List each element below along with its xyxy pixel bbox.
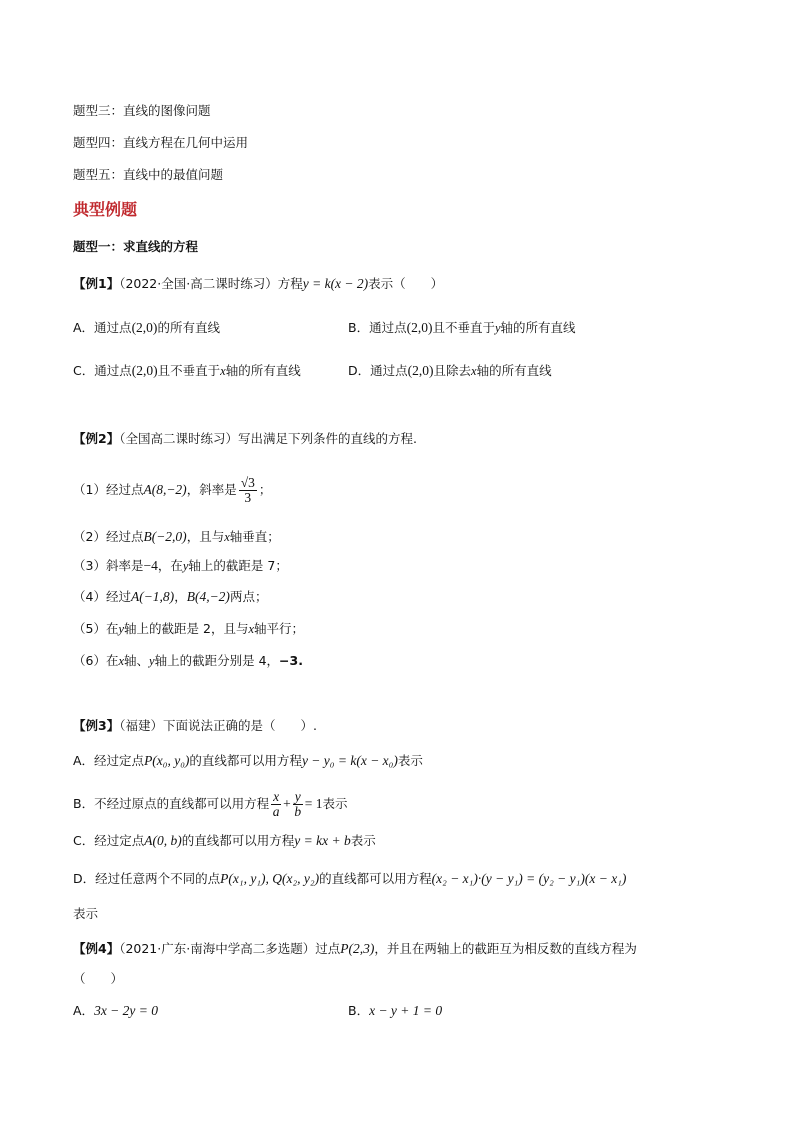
- stem-tail: 表示（ ）: [368, 276, 444, 291]
- example-3-option-d: D．经过任意两个不同的点P(x₁, y₁), Q(x₂, y₂)的直线都可以用方程(x₂ − x₁)·(y − y₁) = (y₂ − y₁)(x − x₁): [73, 871, 627, 886]
- example-3-option-c: C．经过定点A(0, b)的直线都可以用方程y = kx + b表示: [73, 833, 376, 848]
- example-1-option-c: C．通过点(2,0)且不垂直于x轴的所有直线: [73, 363, 301, 378]
- example-4-option-b: B．x − y + 1 = 0: [348, 1003, 443, 1018]
- example-label: 【例1】: [73, 276, 120, 291]
- example-1-option-a: A．通过点(2,0)的所有直线: [73, 320, 220, 335]
- type1-heading: 题型一：求直线的方程: [73, 239, 199, 254]
- example-4-paren: （ ）: [73, 971, 124, 986]
- fraction-x-over-a: $\frac{x}{a}$: [272, 789, 280, 819]
- type3-line: 题型三：直线的图像问题: [73, 103, 211, 118]
- example-4-stem: 【例4】（2021·广东·南海中学高二多选题）过点P(2,3)，并且在两轴上的截距互为相反数的直线方程为: [73, 941, 637, 956]
- example-3-stem: 【例3】（福建）下面说法正确的是（ ）.: [73, 718, 317, 733]
- example-2-item-4: （4）经过A(−1,8)，B(4,−2)两点；: [73, 589, 268, 604]
- equation: y = k(x − 2): [302, 276, 369, 291]
- example-2-item-6: （6）在x轴、y轴上的截距分别是 4，−3.: [73, 653, 303, 668]
- section-title: 典型例题: [73, 200, 138, 219]
- example-2-stem: 【例2】（全国高二课时练习）写出满足下列条件的直线的方程.: [73, 431, 417, 446]
- example-1-option-b: B．通过点(2,0)且不垂直于y轴的所有直线: [348, 320, 576, 335]
- fraction-y-over-b: $\frac{y}{b}$: [294, 789, 302, 819]
- example-1-option-d: D．通过点(2,0)且除去x轴的所有直线: [348, 363, 552, 378]
- type5-line: 题型五：直线中的最值问题: [73, 167, 224, 182]
- example-source: （2022·全国·高二课时练习）方程: [119, 276, 303, 291]
- example-3-option-a: A．经过定点P(x₀, y₀)的直线都可以用方程y − y₀ = k(x − x₀)表示: [73, 753, 423, 768]
- fraction: $\frac{√3}{3}$: [240, 475, 255, 505]
- example-2-item-2: （2）经过点B(−2,0)，且与x轴垂直；: [73, 529, 280, 544]
- example-4-option-a: A．3x − 2y = 0: [73, 1003, 159, 1018]
- type4-line: 题型四：直线方程在几何中运用: [73, 135, 249, 150]
- example-2-item-1: （1）经过点A(8,−2)，斜率是 $\frac{√3}{3}$ ；: [73, 475, 272, 505]
- example-3-option-b: B．不经过原点的直线都可以用方程 $\frac{x}{a}$ + $\frac{y}{b}$ = 1表示: [73, 789, 348, 819]
- example-3-option-d-tail: 表示: [73, 906, 99, 921]
- example-2-item-5: （5）在y轴上的截距是 2，且与x轴平行；: [73, 621, 305, 636]
- example-2-item-3: （3）斜率是−4，在y轴上的截距是 7；: [73, 558, 288, 573]
- example-1-stem: [73, 275, 443, 293]
